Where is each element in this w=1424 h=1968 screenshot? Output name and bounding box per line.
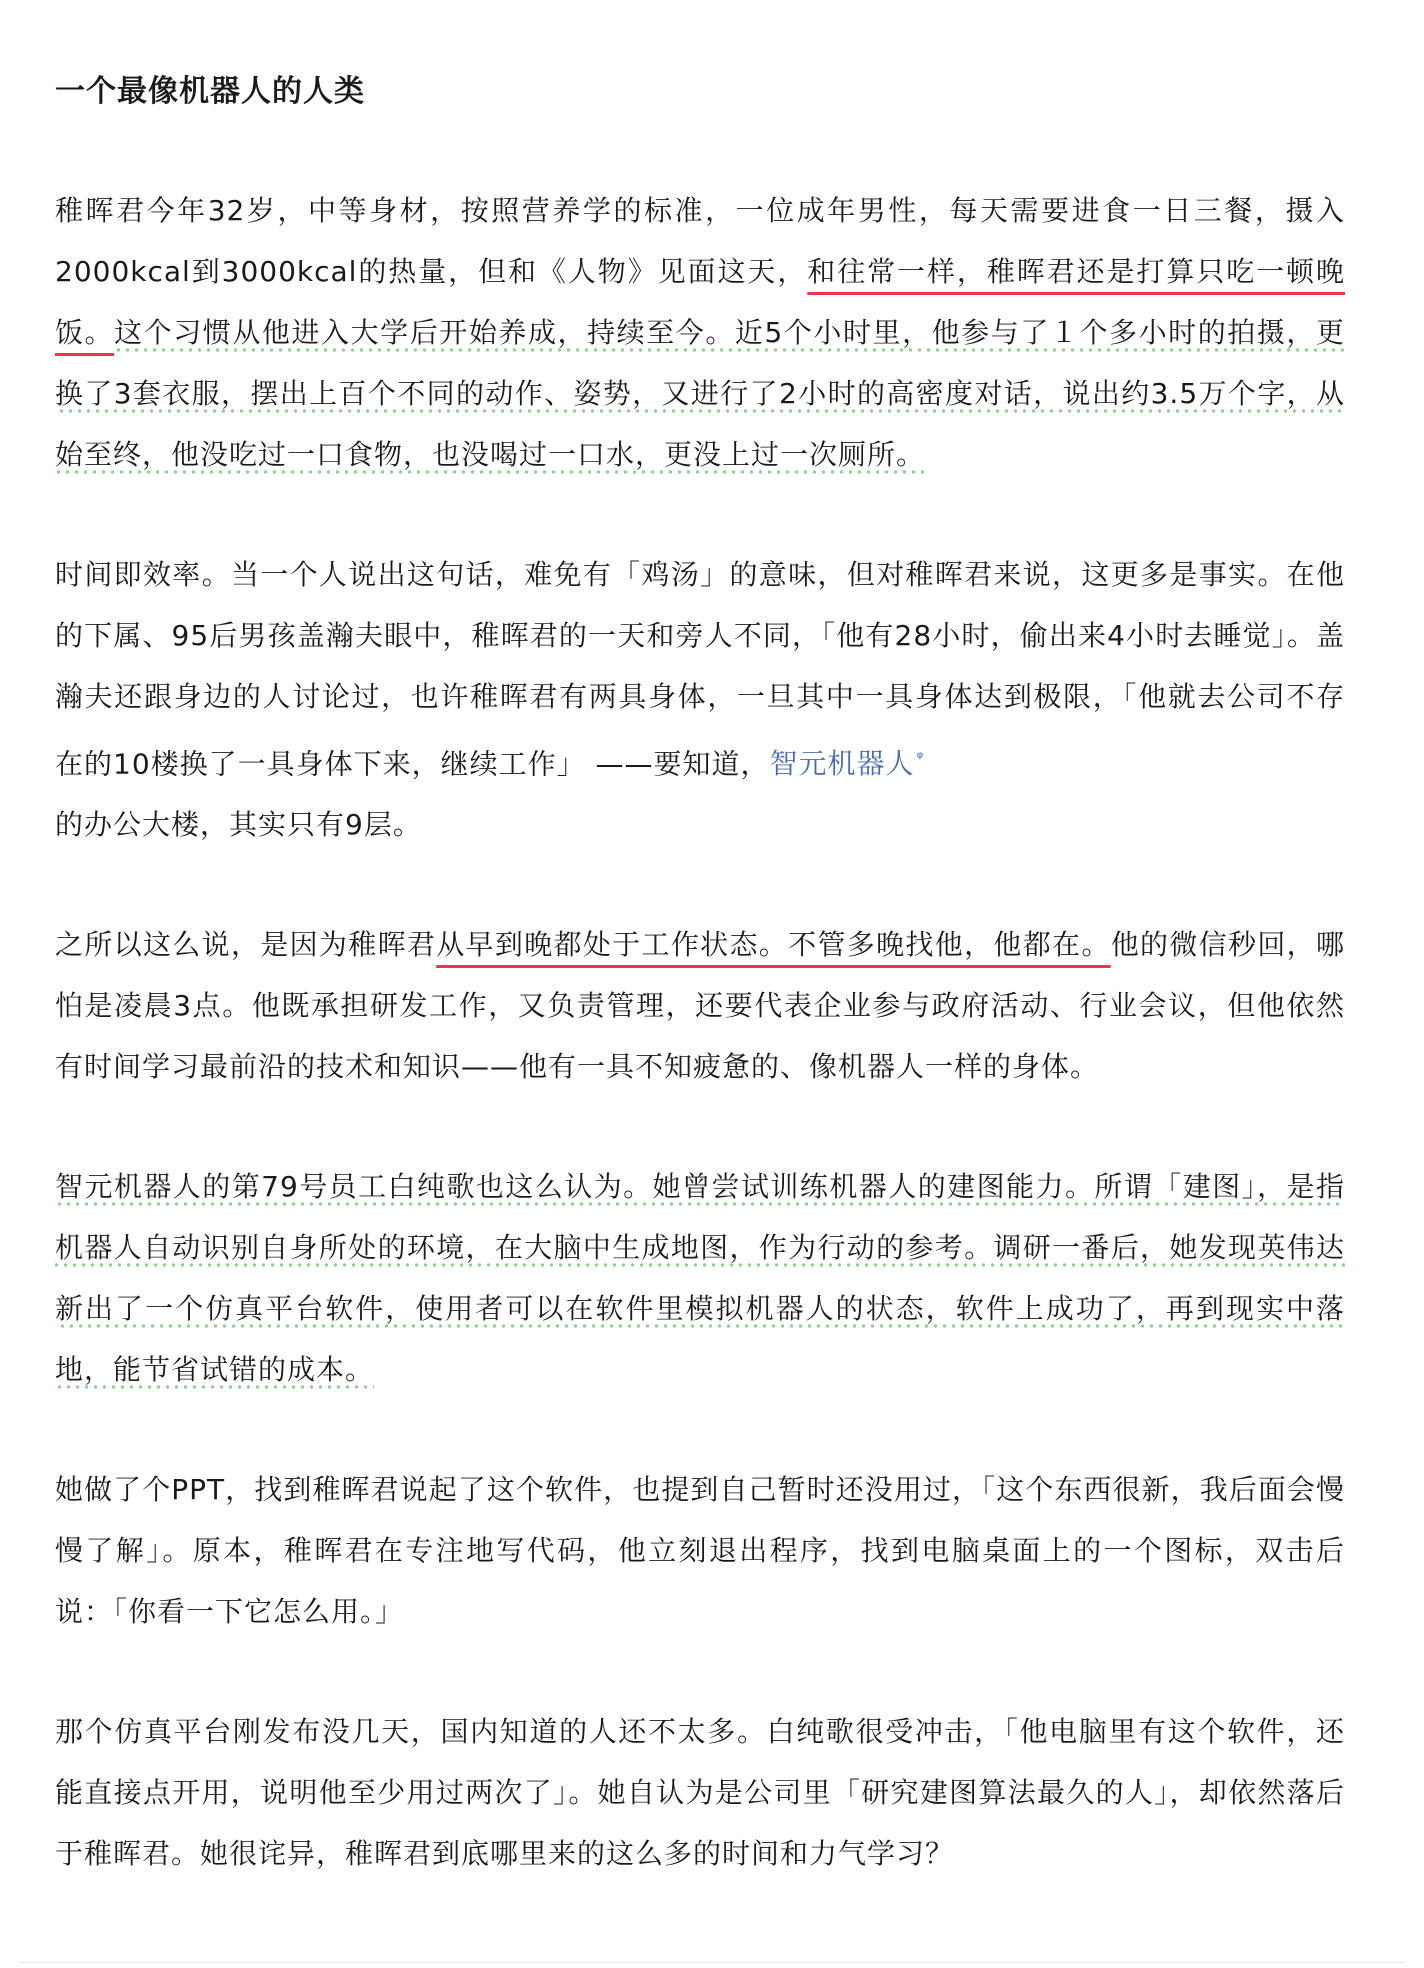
paragraph-6: 那个仿真平台刚发布没几天，国内知道的人还不太多。白纯歌很受冲击，「他电脑里有这个软件，还能直接点开用，说明他至少用过两次了」。她自认为是公司里「研究建图算法最久的人」，却依然落后于稚晖君。她很诧异，稚晖君到底哪里来的这么多的时间和力气学习？ [55,1715,1345,1871]
paragraph-4 [55,1156,1345,1400]
spacer [55,1400,1345,1459]
divider [20,1962,1404,1963]
paragraph-3-lead: 之所以这么说，是因为稚晖君 [55,928,437,962]
search-icon[interactable]: ᵠ [916,748,925,767]
entity-link[interactable] [770,747,925,780]
paragraph-3 [55,914,1345,1097]
spacer [55,1097,1345,1156]
spacer [55,485,1345,544]
spacer [55,1642,1345,1701]
red-underlined-text: 从早到晚都处于工作状态。不管多晚找他，他都在。 [436,928,1111,962]
spacer [55,855,1345,914]
paragraph-1-lead: 稚晖君今年32岁，中等身材，按照营养学的标准，一位成年男性，每天需要进食一日三餐，摄入2000kcal到3000kcal的热量，但和《人物》见面这天， [55,194,1345,288]
red-underlined-text: 和往常一样，稚晖君还是打算只吃一顿晚饭。 [55,255,1345,349]
paragraph-2-tail: 的办公大楼，其实只有9层。 [55,808,422,842]
paragraph-2 [55,544,1345,855]
spacer [55,122,1345,180]
article-title: 一个最像机器人的人类 [55,74,365,109]
highlighted-text: 这个习惯从他进入大学后开始养成，持续至今。近5个小时里，他参与了１个多小时的拍摄，更换了3套衣服，摆出上百个不同的动作、姿势，又进行了2小时的高密度对话，说出约3.5万个字，从始至终，他没吃过一口食物，也没喝过一口水，更没上过一次厕所。 [55,316,1345,474]
paragraph-1 [55,180,1345,485]
paragraph-2-text: 时间即效率。当一个人说出这句话，难免有「鸡汤」的意味，但对稚晖君来说，这更多是事实。在他的下属、95后男孩盖瀚夫眼中，稚晖君的一天和旁人不同，「他有28小时，偷出来4小时去睡觉」。盖瀚夫还跟身边的人讨论过，也许稚晖君有两具身体，一旦其中一具身体达到极限，「他就去公司不存在的10楼换了一具身体下来，继续工作」 ——要知道， [55,558,1345,781]
article [55,62,1345,1884]
highlighted-text: 智元机器人的第79号员工白纯歌也这么认为。她曾尝试训练机器人的建图能力。所谓「建图」，是指机器人自动识别自身所处的环境，在大脑中生成地图，作为行动的参考。调研一番后，她发现英伟达新出了一个仿真平台软件，使用者可以在软件里模拟机器人的状态，软件上成功了，再到现实中落地，能节省试错的成本。 [55,1170,1345,1389]
paragraph-3-tail: 他的微信秒回，哪怕是凌晨3点。他既承担研发工作，又负责管理，还要代表企业参与政府活动、行业会议，但他依然有时间学习最前沿的技术和知识——他有一具不知疲惫的、像机器人一样的身体。 [55,928,1345,1084]
entity-link-label[interactable]: 智元机器人 [769,747,915,781]
paragraph-5: 她做了个PPT，找到稚晖君说起了这个软件，也提到自己暂时还没用过，「这个东西很新，我后面会慢慢了解」。原本，稚晖君在专注地写代码，他立刻退出程序，找到电脑桌面上的一个图标，双击后说：「你看一下它怎么用。」 [55,1473,1345,1629]
